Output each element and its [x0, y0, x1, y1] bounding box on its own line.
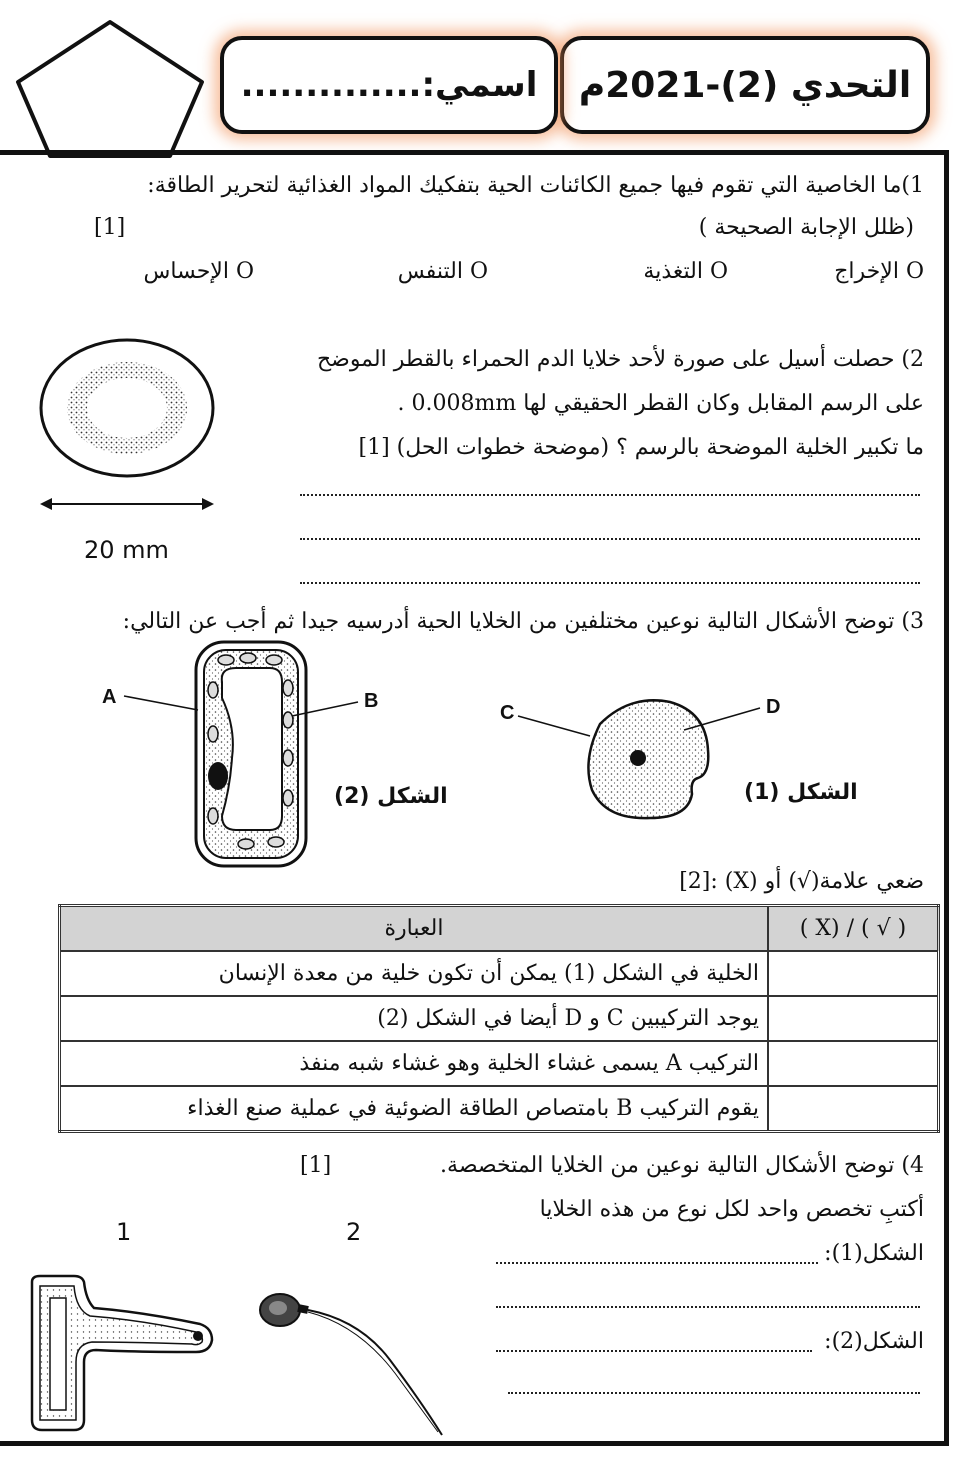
name-box[interactable]	[220, 36, 558, 134]
header-mark: ( X) / ( √ )	[768, 906, 939, 952]
q2-line1: 2) حصلت أسيل على صورة لأحد خلايا الدم الحمراء بالقطر الموضح	[316, 347, 924, 372]
scale-label: 20 mm	[84, 536, 169, 564]
q3-text: 3) توضح الأشكال التالية نوعين مختلفين من الخلايا الحية أدرسيه جيدا ثم أجب عن التالي:	[122, 609, 924, 634]
q1-instruction: (ظلل الإجابة الصحيحة )	[698, 215, 914, 240]
q4-fig1-answer-line-1[interactable]	[496, 1262, 818, 1264]
q4-text: 4) توضح الأشكال التالية نوعين من الخلايا المتخصصة.	[440, 1153, 924, 1178]
q4-fig2-label: الشكل(2):	[824, 1329, 924, 1354]
table-row	[60, 951, 939, 996]
table-row	[60, 996, 939, 1041]
plant-cell-diagram	[190, 638, 315, 873]
header-statement: العبارة	[60, 906, 769, 952]
q1-option-sensation[interactable]: O الإحساس	[143, 259, 254, 284]
figure-number-2: 2	[346, 1218, 362, 1246]
answer-cell[interactable]	[768, 951, 939, 996]
q2-answer-line-1[interactable]	[300, 494, 920, 496]
q3-instruction: ضعي علامة(√) أو (X) :[2]	[679, 869, 924, 894]
q4-line2: أكتبِ تخصص واحد لكل نوع من هذه الخلايا	[539, 1197, 924, 1222]
statement-cell: يوجد التركيبين C و D أيضا في الشكل (2)	[60, 996, 769, 1041]
q2-line3: ما تكبير الخلية الموضحة بالرسم ؟ (موضحة خطوات الحل) [1]	[358, 435, 924, 460]
label-c: C	[500, 702, 515, 724]
q4-fig2-answer-line-1[interactable]	[496, 1350, 812, 1352]
q4-fig1-label: الشكل(1):	[824, 1241, 924, 1266]
answer-cell[interactable]	[768, 1086, 939, 1132]
name-label: اسمي:..............	[240, 65, 538, 105]
label-b: B	[364, 690, 379, 712]
sperm-cell-diagram	[250, 1280, 450, 1440]
q1-text: 1)ما الخاصية التي تقوم فيها جميع الكائنات الحية بتفكيك المواد الغذائية لتحرير الطاقة:	[147, 173, 924, 198]
challenge-title-box	[560, 36, 930, 134]
table-row	[60, 1041, 939, 1086]
figure-number-1: 1	[116, 1218, 132, 1246]
plant-cell-pointer-lines	[120, 690, 370, 730]
animal-cell-pointer-lines	[514, 700, 774, 750]
q2-answer-line-3[interactable]	[300, 582, 920, 584]
red-blood-cell-diagram	[30, 336, 230, 536]
q1-option-excretion[interactable]: O الإخراج	[834, 259, 924, 284]
statement-cell: التركيب A يسمى غشاء الخلية وهو غشاء شبه منفذ	[60, 1041, 769, 1086]
fig1-caption: الشكل (1)	[744, 780, 858, 805]
label-a: A	[102, 686, 117, 708]
q1-mark: [1]	[94, 215, 126, 240]
q1-option-respiration[interactable]: O التنفس	[397, 259, 488, 284]
root-hair-cell-diagram	[22, 1270, 222, 1438]
pentagon-shape	[10, 14, 210, 164]
q1-option-nutrition[interactable]: O التغذية	[643, 259, 728, 284]
table-row	[60, 1086, 939, 1132]
statement-cell: يقوم التركيب B بامتصاص الطاقة الضوئية في عملية صنع الغذاء	[60, 1086, 769, 1132]
answer-cell[interactable]	[768, 996, 939, 1041]
challenge-title: التحدي (2)-2021م	[578, 64, 912, 106]
table-header-row	[60, 906, 939, 952]
label-d: D	[766, 696, 781, 718]
q2-line2: على الرسم المقابل وكان القطر الحقيقي لها 0.008mm .	[397, 391, 924, 416]
answer-cell[interactable]	[768, 1041, 939, 1086]
fig2-caption: الشكل (2)	[334, 784, 448, 809]
q4-fig2-answer-line-2[interactable]	[508, 1392, 920, 1394]
q4-fig1-answer-line-2[interactable]	[496, 1306, 920, 1308]
q4-mark: [1]	[300, 1153, 332, 1178]
true-false-table	[58, 904, 940, 1133]
statement-cell: الخلية في الشكل (1) يمكن أن تكون خلية من معدة الإنسان	[60, 951, 769, 996]
q2-answer-line-2[interactable]	[300, 538, 920, 540]
